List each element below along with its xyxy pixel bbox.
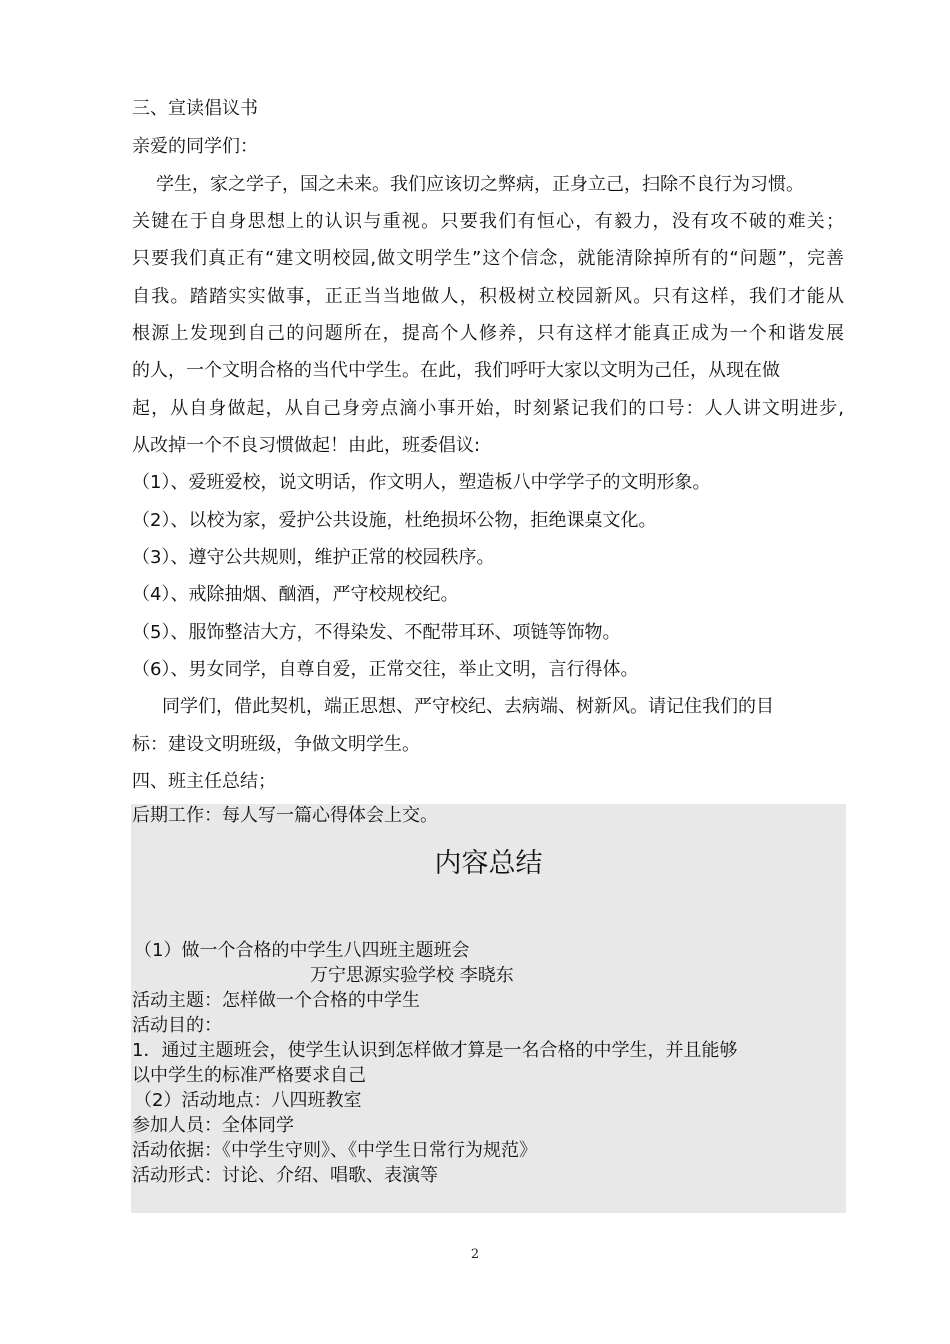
paragraph-line: 学生，家之学子，国之未来。我们应该切之弊病，正身立己，扫除不良行为习惯。 — [156, 174, 804, 195]
salutation: 亲爱的同学们： — [132, 136, 258, 157]
proposal-item: （5）、服饰整洁大方，不得染发、不配带耳环、项链等饰物。 — [132, 622, 621, 643]
paragraph-line: 的人，一个文明合格的当代中学生。在此，我们呼吁大家以文明为己任，从现在做 — [132, 360, 780, 381]
proposal-item: （3）、遵守公共规则，维护正常的校园秩序。 — [132, 547, 495, 568]
summary-line: 活动形式：讨论、介绍、唱歌、表演等 — [132, 1165, 438, 1186]
summary-line: 以中学生的标准严格要求自己 — [132, 1065, 366, 1086]
followup-line: 后期工作：每人写一篇心得体会上交。 — [132, 805, 438, 826]
section-heading-4: 四、班主任总结； — [132, 771, 276, 792]
paragraph-line: 起，从自身做起，从自己身旁点滴小事开始，时刻紧记我们的口号：人人讲文明进步, — [132, 398, 844, 419]
summary-line: 活动主题：怎样做一个合格的中学生 — [132, 990, 420, 1011]
proposal-item: （6）、男女同学，自尊自爱，正常交往，举止文明，言行得体。 — [132, 659, 639, 680]
paragraph-line: 从改掉一个不良习惯做起！由此，班委倡议: — [132, 435, 481, 456]
author-line: 万宁思源实验学校 李晓东 — [310, 965, 514, 986]
proposal-item: （4）、戒除抽烟、酗酒，严守校规校纪。 — [132, 584, 459, 605]
content-summary-box — [131, 804, 846, 1213]
summary-line: （2）活动地点：八四班教室 — [134, 1090, 362, 1111]
paragraph-line: 自我。踏踏实实做事，正正当当地做人，积极树立校园新风。只有这样，我们才能从 — [132, 286, 844, 307]
proposal-item: （1）、爱班爱校，说文明话，作文明人，塑造板八中学学子的文明形象。 — [132, 472, 711, 493]
summary-line: （1）做一个合格的中学生八四班主题班会 — [134, 940, 470, 961]
page-number: 2 — [470, 1247, 480, 1262]
summary-line: 1．通过主题班会，使学生认识到怎样做才算是一名合格的中学生，并且能够 — [132, 1040, 738, 1061]
section-heading-3: 三、宣读倡议书 — [132, 98, 258, 119]
summary-title: 内容总结 — [434, 848, 543, 879]
paragraph-line: 关键在于自身思想上的认识与重视。只要我们有恒心，有毅力，没有攻不破的难关； — [132, 211, 844, 232]
paragraph-line: 只要我们真正有“建文明校园,做文明学生”这个信念，就能清除掉所有的“问题”，完善 — [132, 248, 844, 269]
summary-line: 活动依据：《中学生守则》、《中学生日常行为规范》 — [132, 1140, 537, 1161]
paragraph-line: 标：建设文明班级，争做文明学生。 — [132, 734, 420, 755]
summary-line: 参加人员：全体同学 — [132, 1115, 294, 1136]
paragraph-line: 同学们，借此契机，端正思想、严守校纪、去病端、树新风。请记住我们的目 — [162, 696, 774, 717]
summary-line: 活动目的： — [132, 1015, 222, 1036]
proposal-item: （2）、以校为家，爱护公共设施，杜绝损坏公物，拒绝课桌文化。 — [132, 510, 657, 531]
paragraph-line: 根源上发现到自己的问题所在，提高个人修养，只有这样才能真正成为一个和谐发展 — [132, 323, 844, 344]
